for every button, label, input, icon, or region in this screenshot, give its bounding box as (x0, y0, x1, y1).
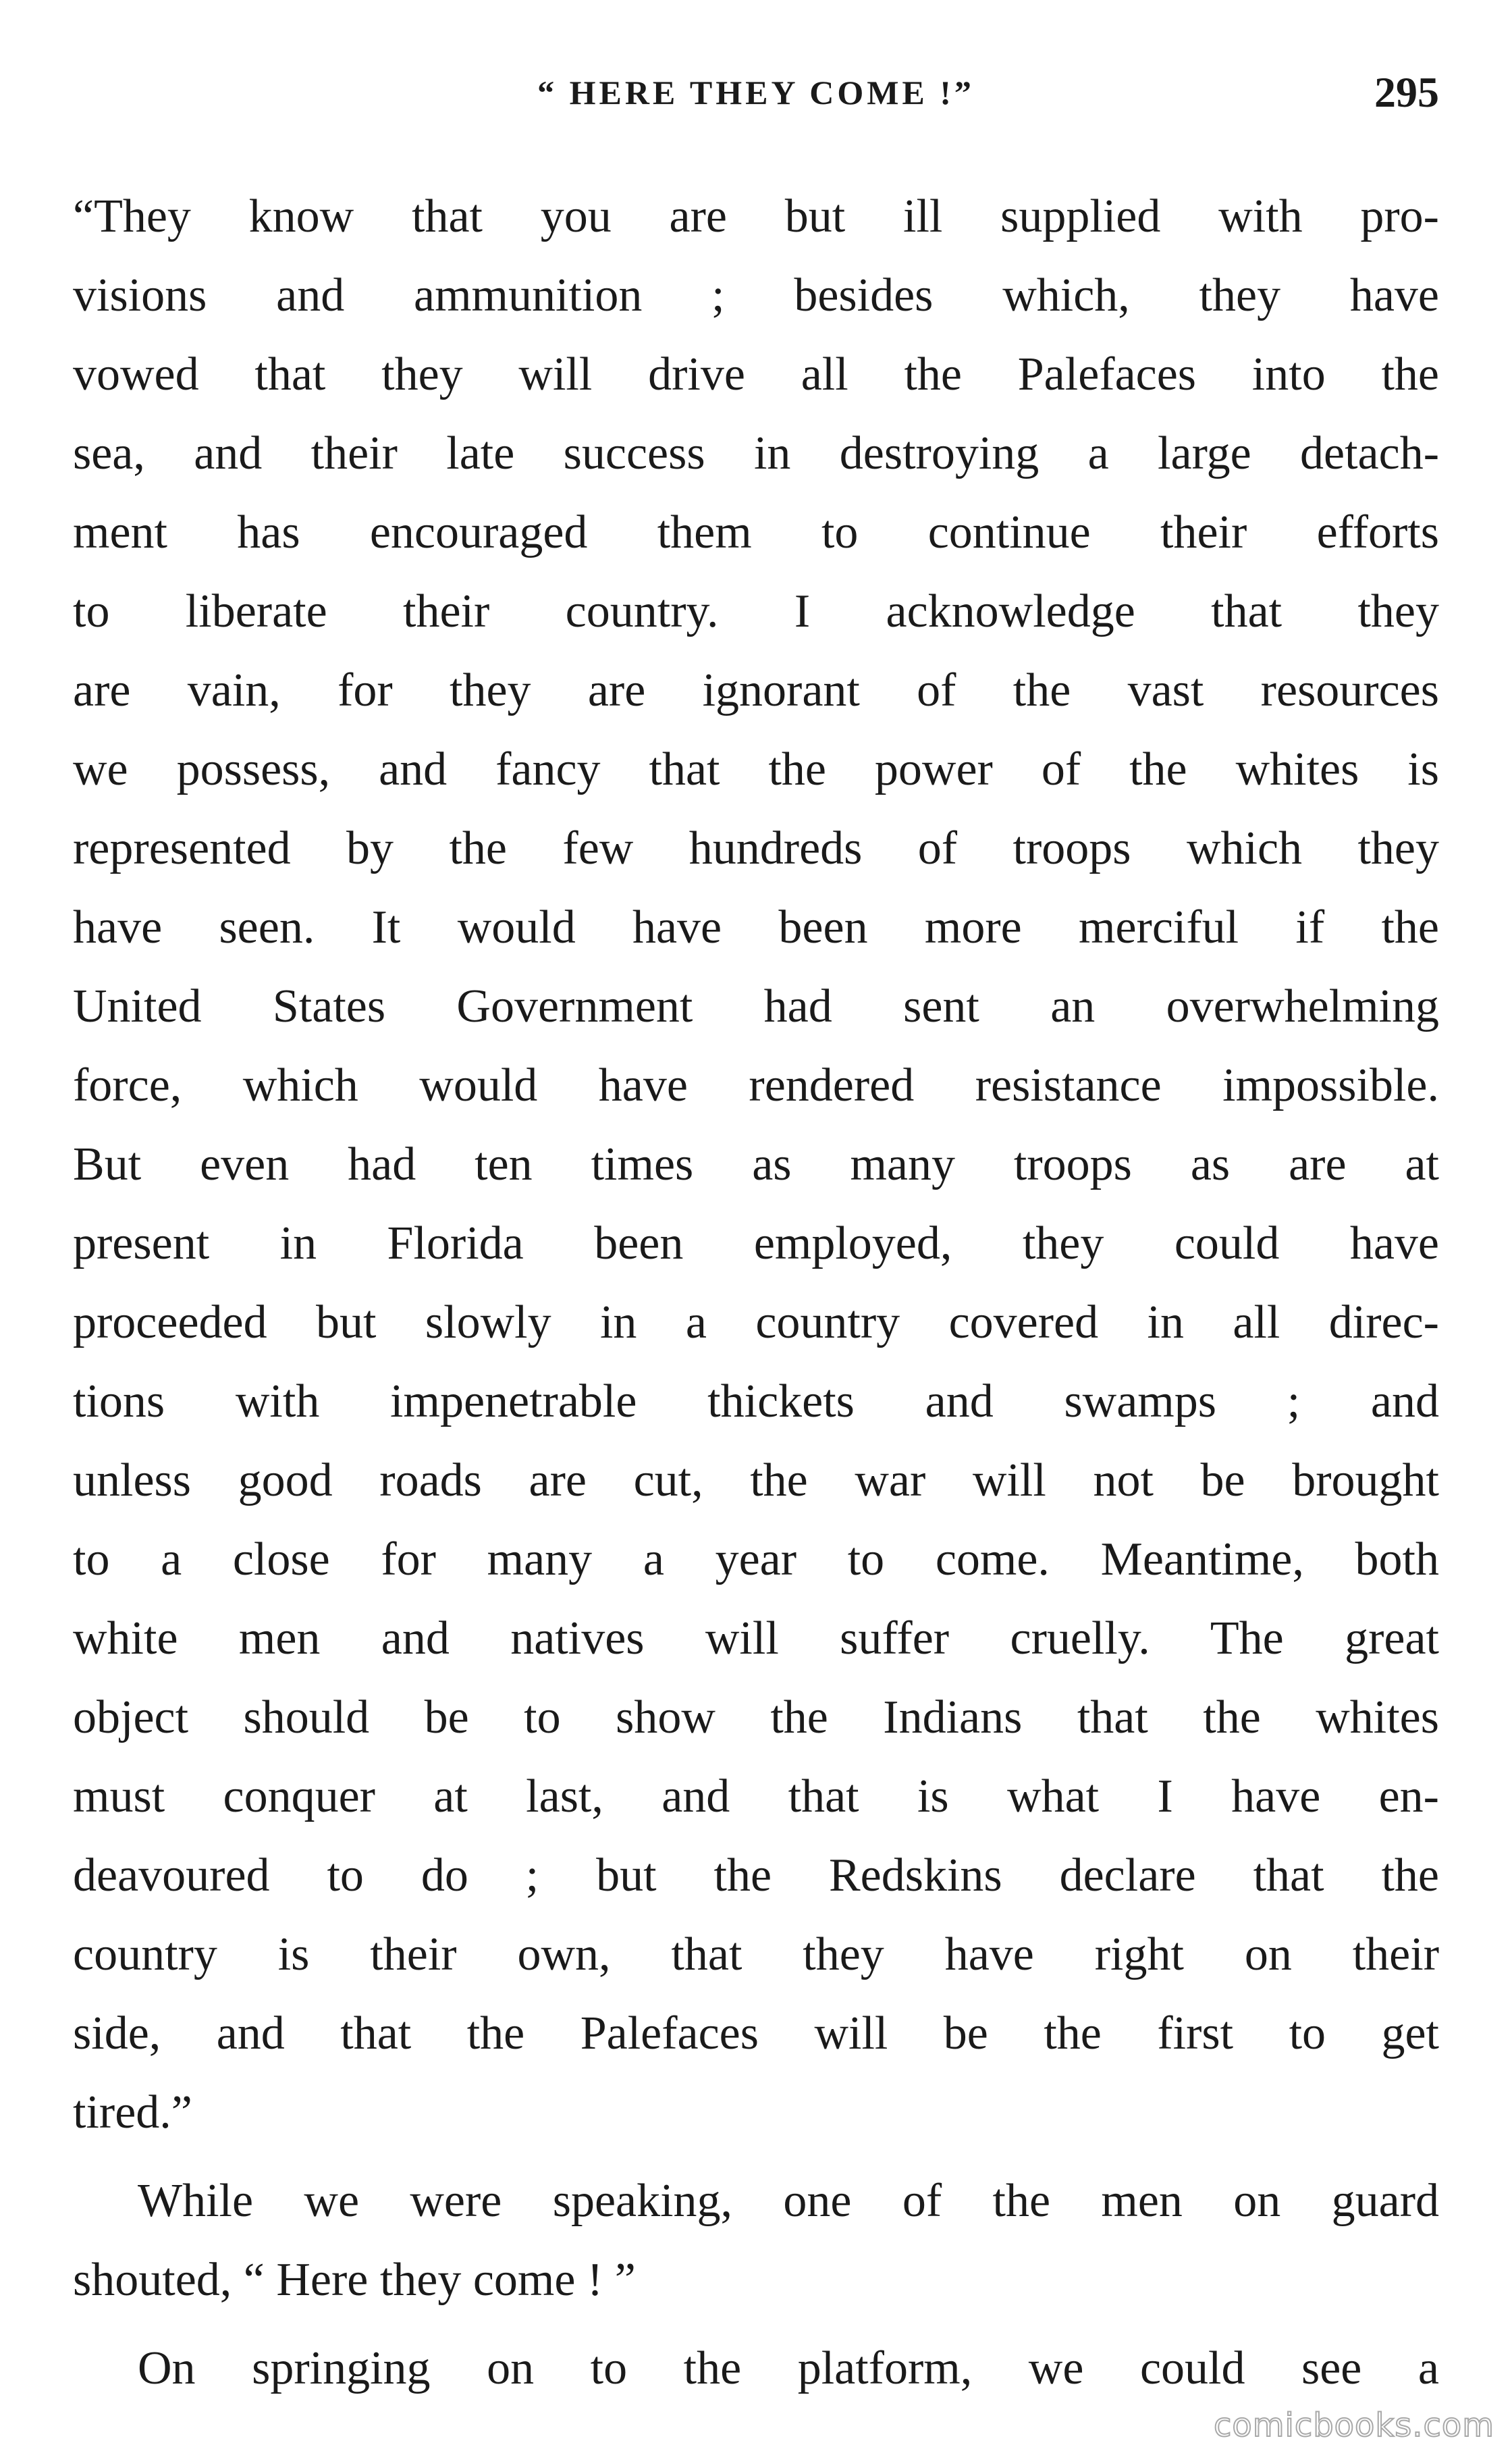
text-line: visions and ammunition ; besides which, they have (73, 269, 1439, 321)
text-line: present in Florida been employed, they could have (73, 1217, 1439, 1269)
text-line: vowed that they will drive all the Palefaces into the (73, 348, 1439, 400)
text-line: object should be to show the Indians that the whites (73, 1691, 1439, 1743)
text-line: side, and that the Palefaces will be the first to get (73, 2007, 1439, 2059)
text-line: “They know that you are but ill supplied with pro- (73, 190, 1439, 242)
text-line: shouted, “ Here they come ! ” (73, 2254, 636, 2306)
text-line: sea, and their late success in destroying a large detach- (73, 427, 1439, 479)
text-line: United States Government had sent an overwhelming (73, 980, 1439, 1032)
running-title: “ HERE THEY COME !” (537, 74, 975, 111)
running-head (73, 62, 1439, 123)
text-line: represented by the few hundreds of troops which they (73, 822, 1439, 874)
page-number: 295 (1374, 68, 1439, 116)
text-line: we possess, and fancy that the power of the whites is (73, 743, 1439, 795)
text-line: But even had ten times as many troops as are at (73, 1138, 1439, 1190)
body-text (73, 177, 1439, 2408)
text-line: While we were speaking, one of the men on guard (138, 2175, 1439, 2227)
text-line: ment has encouraged them to continue their efforts (73, 506, 1439, 558)
text-line: tired.” (73, 2086, 192, 2138)
text-line: country is their own, that they have right on their (73, 1928, 1439, 1980)
text-line: have seen. It would have been more merciful if the (73, 901, 1439, 953)
text-line: white men and natives will suffer cruelly. The great (73, 1612, 1439, 1664)
watermark: comicbooks.com (1213, 2406, 1494, 2444)
text-line: unless good roads are cut, the war will not be brought (73, 1454, 1439, 1506)
text-line: On springing on to the platform, we could see a (138, 2342, 1439, 2394)
text-line: to a close for many a year to come. Meantime, both (73, 1533, 1439, 1585)
text-line: must conquer at last, and that is what I have en- (73, 1770, 1439, 1822)
text-line: force, which would have rendered resistance impossible. (73, 1059, 1439, 1111)
text-line: tions with impenetrable thickets and swamps ; and (73, 1375, 1439, 1427)
text-line: proceeded but slowly in a country covered in all direc- (73, 1296, 1439, 1348)
text-line: to liberate their country. I acknowledge that they (73, 585, 1439, 637)
text-line: deavoured to do ; but the Redskins declare that the (73, 1849, 1439, 1901)
text-line: are vain, for they are ignorant of the vast resources (73, 664, 1439, 716)
